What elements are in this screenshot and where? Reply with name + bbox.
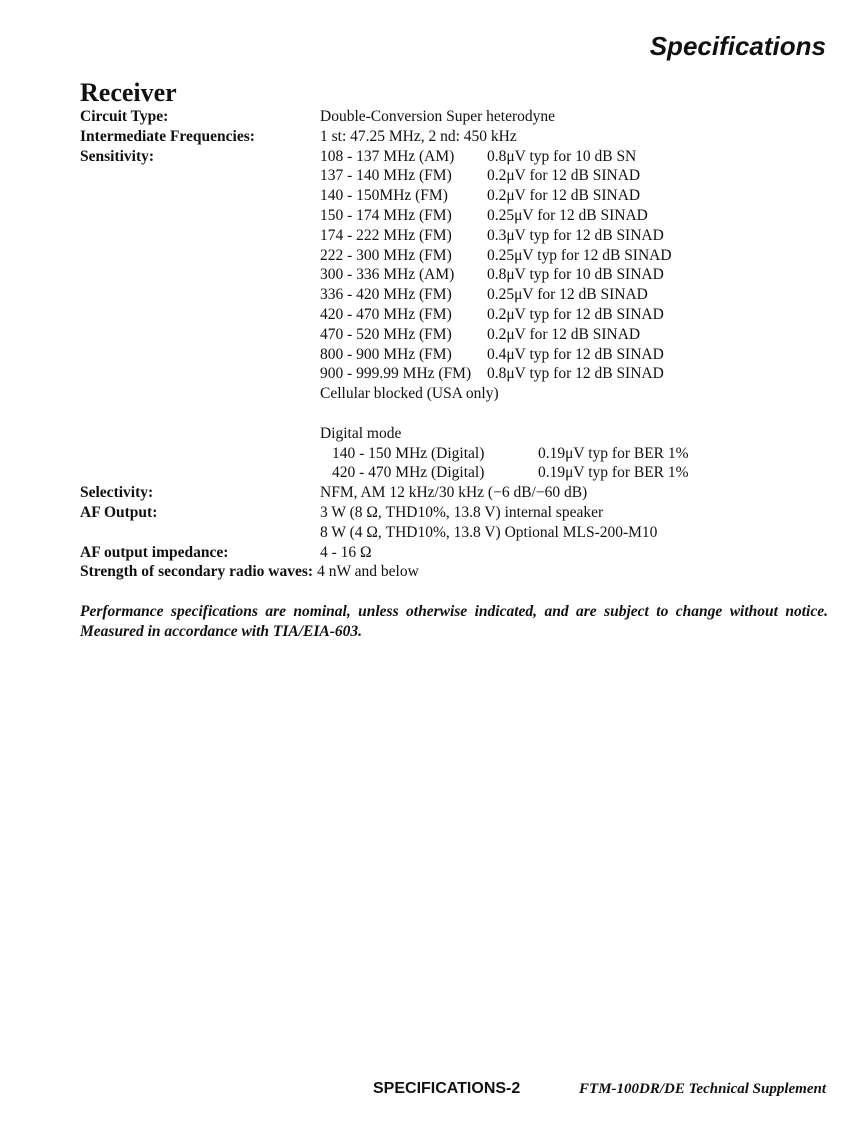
spec-row-circuit-type (80, 107, 840, 127)
spec-value: 3 W (8 Ω, THD10%, 13.8 V) internal speaker (320, 503, 604, 521)
section-title: Receiver (80, 78, 177, 107)
sensitivity-value: 0.25μV for 12 dB SINAD (487, 286, 648, 304)
footer-doc-title: FTM-100DR/DE Technical Supplement (579, 1081, 826, 1097)
sensitivity-range: 137 - 140 MHz (FM) (320, 167, 452, 185)
spec-row-intermediate-frequencies (80, 127, 840, 147)
spec-label: AF output impedance: (80, 543, 229, 561)
digital-mode-title-row (80, 424, 840, 444)
digital-range: 420 - 470 MHz (Digital) (332, 464, 485, 482)
sensitivity-range: 222 - 300 MHz (FM) (320, 246, 452, 264)
digital-mode-row (80, 444, 840, 464)
spec-row-af-output-2 (80, 523, 840, 543)
performance-note: Performance specifications are nominal, unless otherwise indicated, and are subject to change without notice. Measured in accordance with TIA/EIA-603. (80, 603, 828, 640)
digital-range: 140 - 150 MHz (Digital) (332, 444, 485, 462)
spec-label: Strength of secondary radio waves: (80, 563, 314, 581)
spec-label: Sensitivity: (80, 147, 155, 165)
sensitivity-range: 300 - 336 MHz (AM) (320, 266, 455, 284)
spec-row-af-output-impedance (80, 543, 840, 563)
spec-value: 4 - 16 Ω (320, 543, 372, 561)
spec-row-selectivity (80, 483, 840, 503)
sensitivity-value: 0.2μV typ for 12 dB SINAD (487, 305, 664, 323)
sensitivity-range: 420 - 470 MHz (FM) (320, 305, 452, 323)
sensitivity-value: 0.2μV for 12 dB SINAD (487, 325, 641, 343)
spec-label: Selectivity: (80, 484, 154, 502)
sensitivity-row (80, 285, 840, 305)
sensitivity-value: 0.25μV typ for 12 dB SINAD (487, 246, 672, 264)
spec-row-secondary-waves (80, 562, 840, 582)
sensitivity-range: 900 - 999.99 MHz (FM) (320, 365, 472, 383)
sensitivity-range: 336 - 420 MHz (FM) (320, 286, 452, 304)
sensitivity-value: 0.4μV typ for 12 dB SINAD (487, 345, 664, 363)
sensitivity-value: 0.3μV typ for 12 dB SINAD (487, 226, 664, 244)
sensitivity-range: 800 - 900 MHz (FM) (320, 345, 452, 363)
sensitivity-value: 0.2μV for 12 dB SINAD (487, 187, 641, 205)
sensitivity-row (80, 345, 840, 365)
sensitivity-range: 150 - 174 MHz (FM) (320, 206, 452, 224)
sensitivity-row (80, 325, 840, 345)
sensitivity-row (80, 265, 840, 285)
sensitivity-value: 0.25μV for 12 dB SINAD (487, 206, 648, 224)
spec-value: Double-Conversion Super heterodyne (320, 108, 556, 125)
spec-value: 8 W (4 Ω, THD10%, 13.8 V) Optional MLS-200-M10 (320, 523, 658, 541)
spec-row-af-output (80, 503, 840, 523)
sensitivity-value: 0.8μV typ for 12 dB SINAD (487, 365, 664, 383)
spec-value: NFM, AM 12 kHz/30 kHz (−6 dB/−60 dB) (320, 484, 588, 502)
sensitivity-row (80, 226, 840, 246)
sensitivity-value: 0.2μV for 12 dB SINAD (487, 167, 641, 185)
sensitivity-row (80, 147, 840, 167)
digital-mode-row (80, 463, 840, 483)
spec-label: AF Output: (80, 503, 158, 521)
digital-mode-title: Digital mode (320, 424, 402, 442)
sensitivity-row (80, 166, 840, 186)
sensitivity-row (80, 186, 840, 206)
sensitivity-value: 0.8μV typ for 10 dB SINAD (487, 266, 664, 284)
cellular-note: Cellular blocked (USA only) (320, 385, 499, 403)
spec-label: Intermediate Frequencies: (80, 127, 255, 145)
spec-label: Circuit Type: (80, 108, 169, 125)
sensitivity-row (80, 364, 840, 384)
sensitivity-range: 470 - 520 MHz (FM) (320, 325, 452, 343)
cellular-note-row (80, 384, 840, 404)
sensitivity-row (80, 206, 840, 226)
page-header: Specifications (649, 31, 826, 61)
sensitivity-row (80, 246, 840, 266)
receiver-spec-table (80, 107, 840, 582)
sensitivity-value: 0.8μV typ for 10 dB SN (487, 147, 637, 165)
digital-value: 0.19μV typ for BER 1% (538, 464, 689, 482)
sensitivity-row (80, 305, 840, 325)
sensitivity-range: 108 - 137 MHz (AM) (320, 147, 455, 165)
spec-value: 4 nW and below (317, 563, 419, 581)
digital-value: 0.19μV typ for BER 1% (538, 444, 689, 462)
spec-value: 1 st: 47.25 MHz, 2 nd: 450 kHz (320, 127, 517, 145)
footer-page-label: SPECIFICATIONS-2 (373, 1080, 521, 1097)
sensitivity-range: 174 - 222 MHz (FM) (320, 226, 452, 244)
sensitivity-range: 140 - 150MHz (FM) (320, 187, 448, 205)
